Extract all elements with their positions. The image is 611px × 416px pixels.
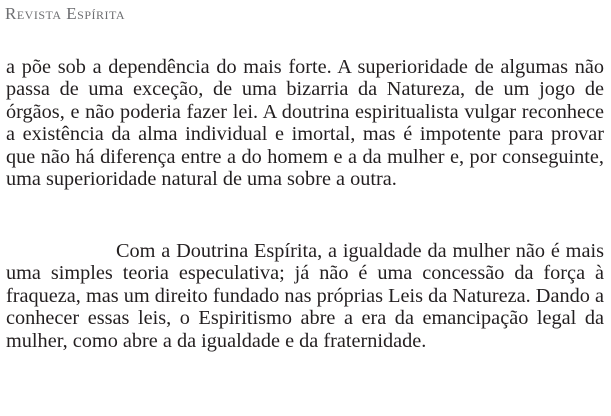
body-paragraph-1: a põe sob a dependência do mais forte. A superioridade de algumas não passa de uma exceção, de uma bizarria da Natureza, de um jogo de órgãos, e não poderia fazer lei. A doutrina espiritualista vulgar reconhece a existência da alma individual e imortal, mas é impotente para provar que não há diferença entre a do homem e a da mulher e, por conseguinte, uma superioridade natural de uma sobre a outra. xyxy=(6,56,604,191)
running-header-title: Revista Espírita xyxy=(5,4,126,23)
body-paragraph-2: Com a Doutrina Espírita, a igualdade da mulher não é mais uma simples teoria especulativa; já não é uma concessão da força à fraqueza, mas um direito fundado nas próprias Leis da Natureza. Dando a conhecer essas leis, o Espiritismo abre a era da emancipação legal da mulher, como abre a da igualdade e da fraternidade. xyxy=(6,240,604,352)
